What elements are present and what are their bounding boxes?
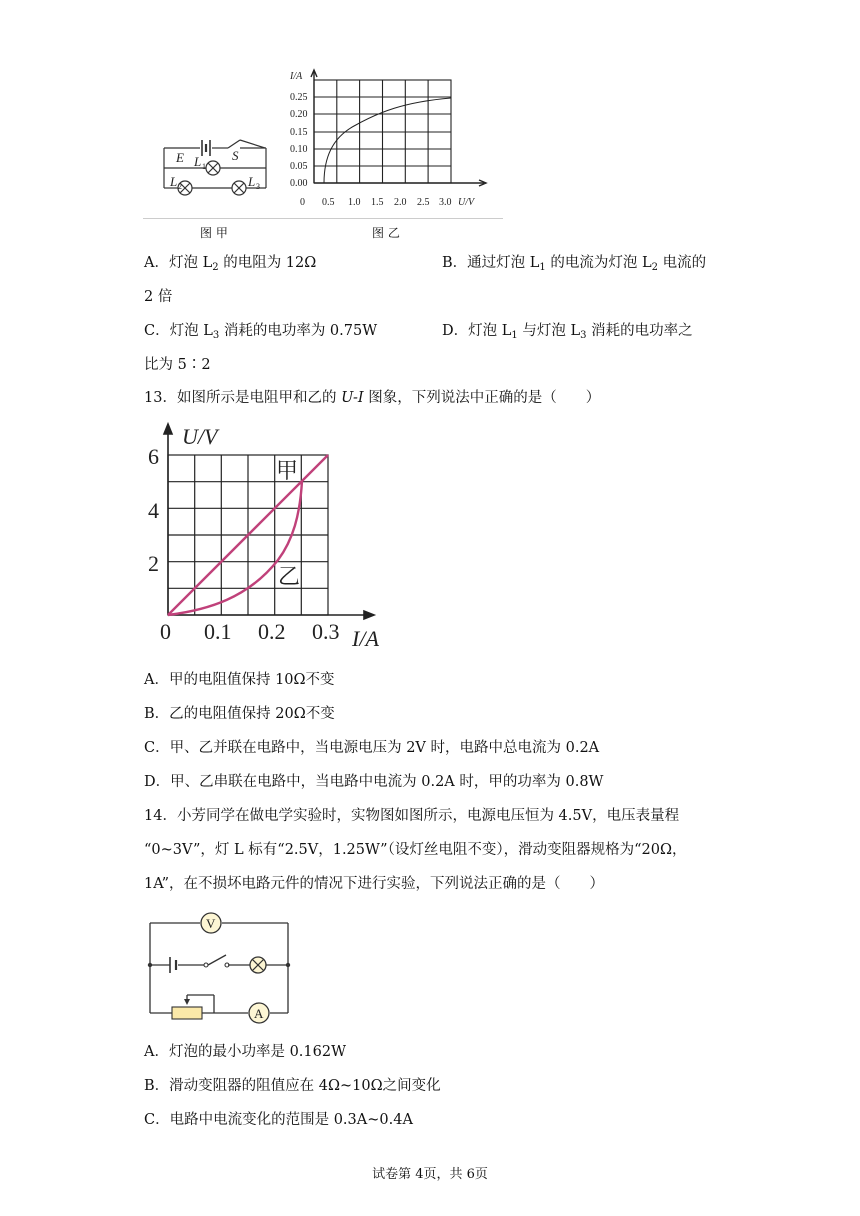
y-tick: 0.25 (290, 92, 308, 103)
label-E: E (176, 150, 184, 165)
y-tick: 6 (148, 444, 159, 469)
series-label-yi: 乙 (278, 564, 301, 589)
x-tick: 2.0 (394, 197, 407, 208)
circuit-diagram-q14 (140, 905, 300, 1027)
series-label-jia: 甲 (276, 458, 299, 483)
y-axis-label: U/V (182, 424, 218, 449)
ammeter-label: A (254, 1006, 264, 1021)
x-tick: 0.5 (322, 197, 335, 208)
y-tick: 0.05 (290, 161, 308, 172)
x-axis-label: U/V (458, 197, 475, 208)
option-14-A: A．灯泡的最小功率是 0.162W (144, 1044, 346, 1060)
question-14-stem-line1: 14．小芳同学在做电学实验时，实物图如图所示，电源电压恒为 4.5V，电压表量程 (144, 808, 680, 824)
question-14-stem-line3: 1A”，在不损坏电路元件的情况下进行实验，下列说法正确的是（ ） (144, 876, 604, 892)
question-13-stem: 13．如图所示是电阻甲和乙的 U-I 图象，下列说法中正确的是（ ） (144, 390, 601, 406)
x-tick: 1.0 (348, 197, 361, 208)
caption-yi: 图 乙 (372, 226, 400, 240)
label-L: L (248, 174, 256, 189)
y-tick: 0.00 (290, 178, 308, 189)
option-13-A: A．甲的电阻值保持 10Ω不变 (144, 672, 335, 688)
circuit-figure-q14 (140, 905, 300, 1027)
option-13-C: C．甲、乙并联在电路中，当电源电压为 2V 时，电路中总电流为 0.2A (144, 740, 600, 756)
y-axis-label: I/A (290, 71, 303, 82)
figure-baseline (143, 218, 503, 219)
option-12-B-cont: 2 倍 (144, 289, 173, 305)
label-S: S (232, 148, 239, 163)
x-tick: 3.0 (439, 197, 452, 208)
ui-chart (138, 420, 398, 650)
y-tick: 0.20 (290, 109, 308, 120)
x-tick: 0 (160, 619, 171, 644)
label-sub: 3 (256, 182, 260, 191)
label-L: L (170, 174, 178, 189)
x-tick: 0.3 (312, 619, 340, 644)
iv-graph-yi (284, 68, 494, 218)
x-axis-label: I/A (352, 626, 379, 650)
circuit-diagram (140, 118, 290, 218)
question-14-stem-line2: “0~3V”，灯 L 标有“2.5V，1.25W”（设灯丝电阻不变），滑动变阻器规格为“20Ω， (144, 842, 687, 858)
iv-graph (284, 68, 494, 218)
option-12-D: D．灯泡 $L_1$ 与灯泡 $L_3$ 消耗的电功率之 (442, 323, 693, 341)
x-tick: 0.2 (258, 619, 286, 644)
page-footer: 试卷第 4页，共 6页 (372, 1167, 488, 1182)
y-tick: 4 (148, 498, 159, 523)
option-12-D-cont: 比为 5∶2 (144, 357, 211, 373)
label-L: L (194, 154, 202, 169)
x-tick: 0 (300, 197, 305, 208)
option-14-B: B．滑动变阻器的阻值应在 4Ω~10Ω之间变化 (144, 1078, 441, 1094)
label-sub: 2 (178, 182, 182, 191)
voltmeter-label: V (206, 916, 216, 931)
x-tick: 0.1 (204, 619, 232, 644)
option-13-B: B．乙的电阻值保持 20Ω不变 (144, 706, 335, 722)
y-tick: 0.10 (290, 144, 308, 155)
option-12-A: A．灯泡 $L_2$ 的电阻为 12Ω (144, 255, 317, 273)
x-tick: 2.5 (417, 197, 430, 208)
x-tick: 1.5 (371, 197, 384, 208)
circuit-figure-jia (140, 118, 290, 218)
y-tick: 0.15 (290, 127, 308, 138)
caption-jia: 图 甲 (200, 226, 228, 240)
label-sub: 1 (202, 162, 206, 171)
option-13-D: D．甲、乙串联在电路中，当电路中电流为 0.2A 时，甲的功率为 0.8W (144, 774, 604, 790)
option-12-B: B．通过灯泡 $L_1$ 的电流为灯泡 $L_2$ 电流的 (442, 255, 707, 273)
y-tick: 2 (148, 551, 159, 576)
option-14-C: C．电路中电流变化的范围是 0.3A~0.4A (144, 1112, 413, 1128)
option-12-C: C．灯泡 $L_3$ 消耗的电功率为 0.75W (144, 323, 378, 341)
ui-graph (138, 420, 398, 650)
